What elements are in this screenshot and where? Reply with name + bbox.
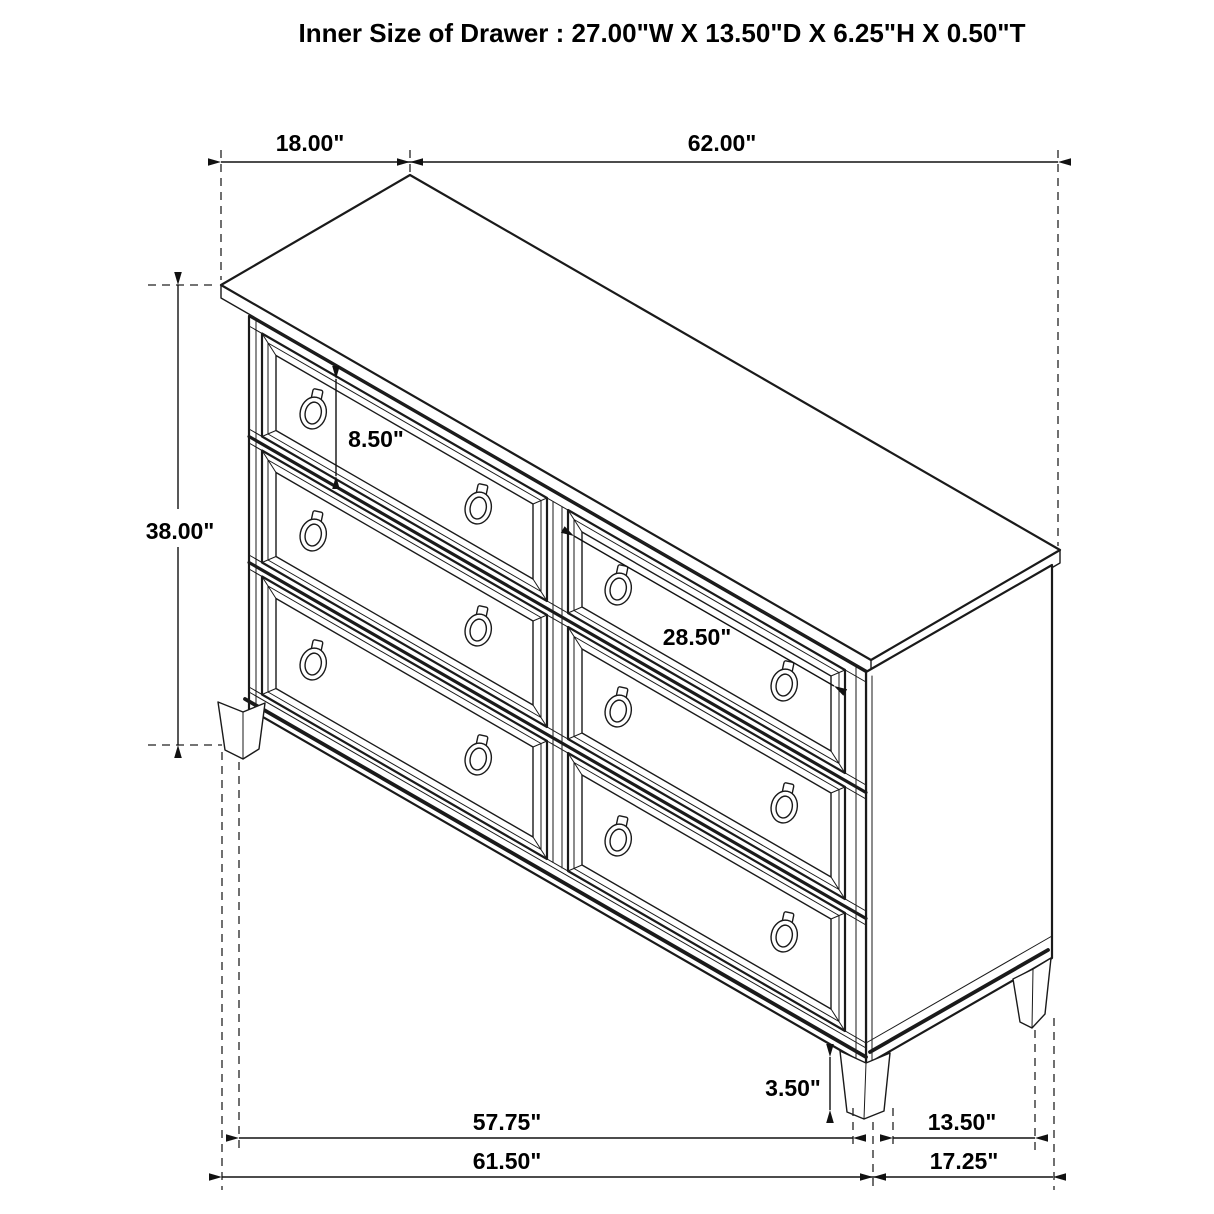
dim-top-depth-label: 18.00" [275,130,345,156]
dim-front-overall-label: 61.50" [472,1148,542,1174]
dim-leg-height-label: 3.50" [765,1075,821,1101]
dim-side-overall-label: 17.25" [929,1148,999,1174]
dim-drawer-width-label: 28.50" [662,624,732,650]
dim-side-leg-span-label: 13.50" [927,1109,997,1135]
diagram-title: Inner Size of Drawer : 27.00"W X 13.50"D X 6.25"H X 0.50"T [298,18,1026,48]
dim-overall-height-label: 38.00" [145,518,215,544]
dim-top-width-label: 62.00" [687,130,757,156]
dim-drawer-height-label: 8.50" [348,426,404,452]
dim-front-leg-span-label: 57.75" [472,1109,542,1135]
